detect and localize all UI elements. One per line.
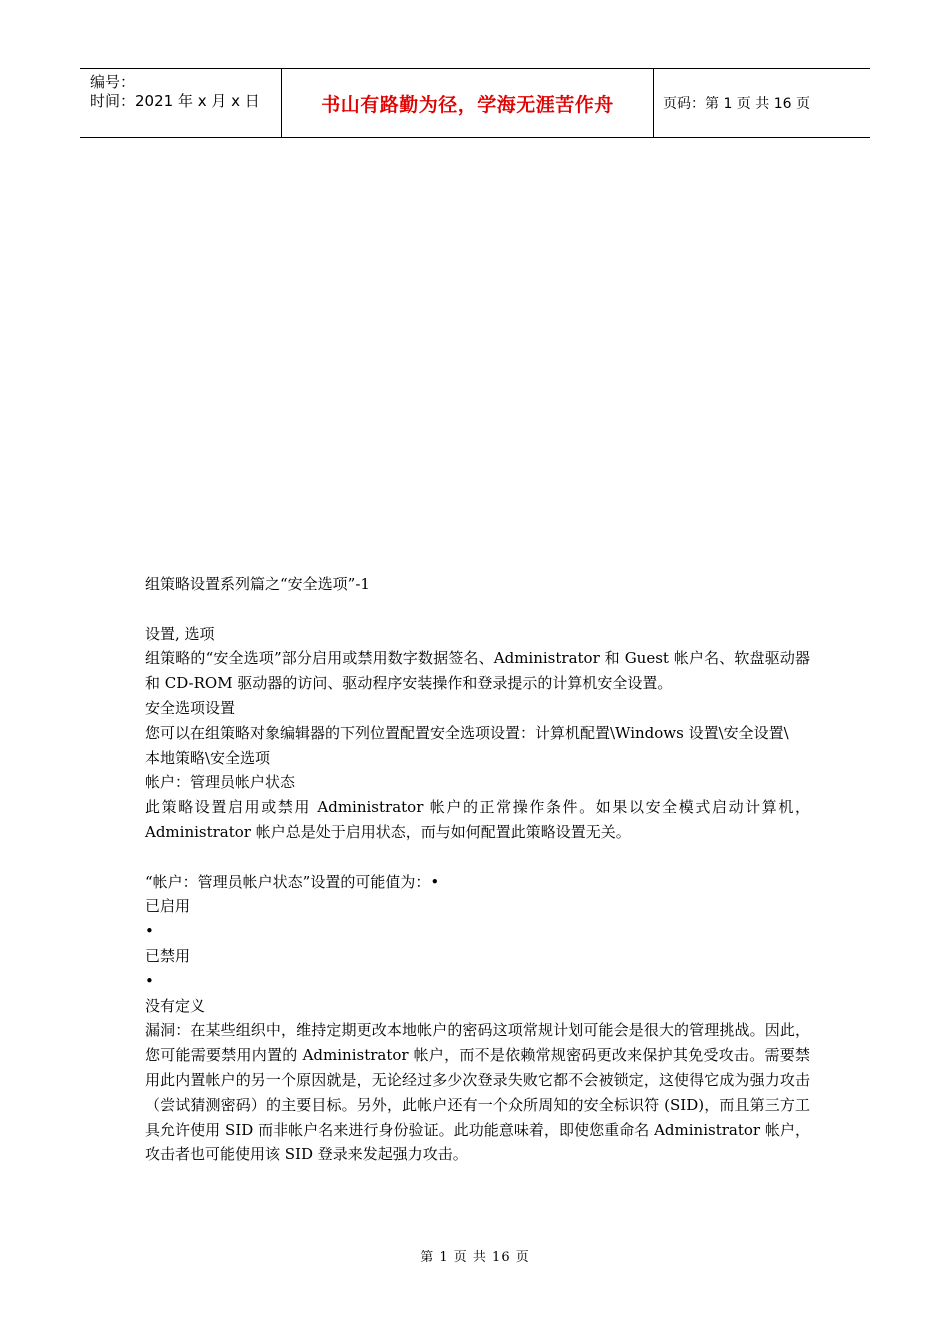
- bullet-2: •: [145, 971, 154, 990]
- page-footer: 第 1 页 共 16 页: [420, 1250, 530, 1265]
- values-intro: “帐户：管理员帐户状态”设置的可能值为：•: [145, 872, 440, 891]
- intro-paragraph: 组策略的“安全选项”部分启用或禁用数字数据签名、Administrator 和 Guest 帐户名、软盘驱动器和 CD-ROM 驱动器的访问、驱动程序安装操作和登录提示的计算机安全设置。: [145, 649, 810, 693]
- header-meta: [80, 69, 281, 137]
- date-label: 时间：2021 年 x 月 x 日: [90, 92, 260, 110]
- location-paragraph: 您可以在组策略对象编辑器的下列位置配置安全选项设置：计算机配置\Windows 设置\安全设置\: [145, 723, 789, 742]
- policy-name: 帐户：管理员帐户状态: [145, 773, 296, 792]
- document-body: [145, 572, 810, 1167]
- value-enabled: 已启用: [145, 897, 191, 916]
- document-title: 组策略设置系列篇之“安全选项”-1: [145, 575, 370, 593]
- location-path: 本地策略\安全选项: [145, 748, 271, 767]
- vulnerability-paragraph: 漏洞：在某些组织中，维持定期更改本地帐户的密码这项常规计划可能会是很大的管理挑战。因此，您可能需要禁用内置的 Administrator 帐户，而不是依赖常规密码更改来保护其免受攻击。需要禁用此内置帐户的另一个原因就是，无论经过多少次登录失败它都不会被锁定，这使得它成为强力攻击（尝试猜测密码）的主要目标。另外，此帐户还有一个众所周知的安全标识符 (SID)，而且第三方工具允许使用 SID 而非帐户名来进行身份验证。此功能意味着，即使您重命名 Administrator 帐户，攻击者也可能使用该 SID 登录来发起强力攻击。: [145, 1021, 810, 1164]
- bullet-1: •: [145, 922, 154, 941]
- header-motto: 书山有路勤为径，学海无涯苦作舟: [281, 69, 654, 137]
- number-label: 编号：: [90, 73, 136, 91]
- header-page-info: 页码：第 1 页 共 16 页: [663, 96, 810, 112]
- value-undefined: 没有定义: [145, 996, 206, 1015]
- section-heading: 安全选项设置: [145, 698, 236, 717]
- page-header: [80, 68, 870, 138]
- policy-description: 此策略设置启用或禁用 Administrator 帐户的正常操作条件。如果以安全模式启动计算机，Administrator 帐户总是处于启用状态，而与如何配置此策略设置无关。: [145, 798, 810, 841]
- value-disabled: 已禁用: [145, 946, 191, 965]
- keywords: 设置, 选项: [145, 624, 215, 643]
